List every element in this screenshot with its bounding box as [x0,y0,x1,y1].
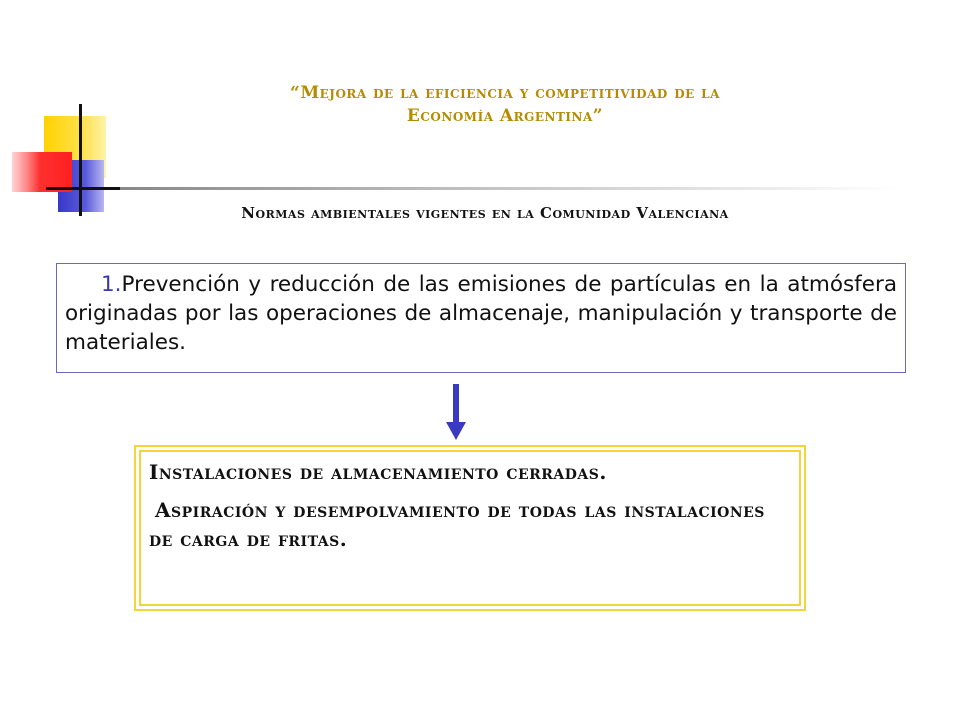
title-line-2: Economía Argentina” [406,106,604,126]
decor-horizontal-line [46,187,120,190]
header-divider [120,187,900,190]
measure-item: Instalaciones de almacenamiento cerradas. [149,460,607,484]
down-arrow-icon [453,384,459,426]
decor-vertical-line [79,104,82,216]
point-text: Prevención y reducción de las emisiones de partículas en la atmósfera originadas por las operaciones de almacenaje, manipulación y transporte de materiales. [65,272,897,355]
down-arrow-head-icon [446,422,466,440]
slide-subtitle: Normas ambientales vigentes en la Comunidad Valenciana [241,204,729,222]
title-line-1: “Mejora de la eficiencia y competitividad de la [290,83,720,103]
measure-item: Aspiración y desempolvamiento de todas las instalaciones de carga de fritas. [149,498,765,551]
point-number: 1. [101,272,122,297]
decor-red-fade [0,150,40,194]
slide-title [180,82,830,128]
measures-box [134,445,806,611]
regulation-point-box [56,263,906,373]
